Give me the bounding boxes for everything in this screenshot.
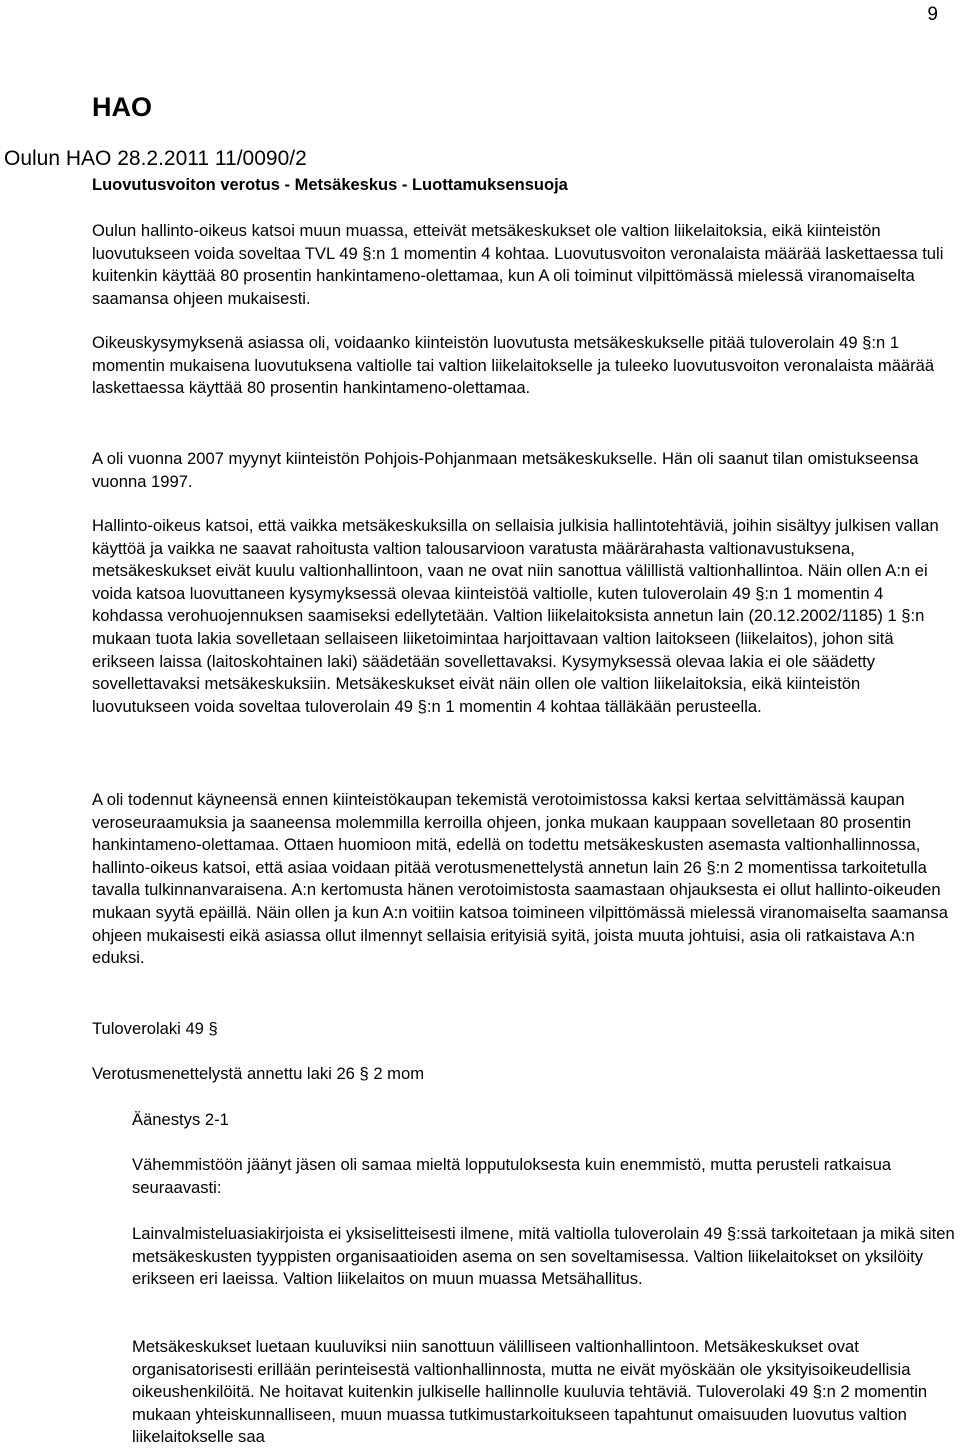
facts-paragraph (92, 448, 958, 493)
legal-question-paragraph (92, 332, 958, 400)
paragraph-text: Metsäkeskukset luetaan kuuluviksi niin sanottuun välilliseen valtionhallintoon. Metsäkeskukset ovat organisatorisesti erillään perinteisestä valtionhallinnosta, mutta ne eivät myöskään ole yksityisoikeudellisia oikeushenkilöitä. Ne hoitavat kuitenkin julkiselle hallinnolle kuuluvia tehtäviä. Tuloverolaki 49 §:n 2 momentin mukaan yhteiskunnalliseen, muun muassa tutkimustarkoitukseen tapahtunut omaisuuden luovutus valtion liikelaitokselle saa (132, 1337, 928, 1447)
minority-paragraph-2 (132, 1336, 958, 1449)
reference-income-tax-act (92, 1018, 958, 1041)
minority-paragraph-1 (132, 1223, 958, 1291)
reasoning-paragraph (92, 515, 958, 718)
section-heading: HAO (92, 92, 152, 122)
paragraph-text: Oulun hallinto-oikeus katsoi muun muassa, etteivät metsäkeskukset ole valtion liikelaitoksia, eikä kiinteistön luovutukseen voida soveltaa TVL 49 §:n 1 momentin 4 kohtaa. Luovutusvoiton veronalaista määrää laskettaessa tuli kuitenkin käyttää 80 prosentin hankintameno-olettamaa, kun A oli toiminut vilpittömässä mielessä viranomaiselta saamansa ohjeen mukaisesti. (92, 221, 944, 308)
page-number: 9 (927, 4, 938, 25)
paragraph-text: Vähemmistöön jäänyt jäsen oli samaa mieltä lopputuloksesta kuin enemmistö, mutta perusteli ratkaisua seuraavasti: (132, 1155, 892, 1197)
paragraph-text: A oli todennut käyneensä ennen kiinteistökaupan tekemistä verotoimistossa kaksi kertaa selvittämässä kaupan veroseuraamuksia ja saaneensa molemmilla kerroilla ohjeen, jonka mukaan kauppaan sovelletaan 80 prosentin hankintameno-olettamaa. Ottaen huomioon mitä, edellä on todettu metsäkeskusten asemasta valtionhallinnossa, hallinto-oikeus katsoi, että asiaa voidaan pitää verotusmenettelystä annetun lain 26 §:n 2 momentissa tarkoitetulla tavalla tulkinnanvaraisena. A:n kertomusta hänen verotoimistosta saamastaan ohjauksesta ei ollut hallinto-oikeuden mukaan syytä epäillä. Näin ollen ja kun A:n voitiin katsoa toimineen vilpittömässä mielessä viranomaiselta saamansa ohjeen mukaisesti eikä asiassa ollut ilmennyt sellaisia erityisiä syitä, joista muuta johtuisi, asia oli ratkaistava A:n eduksi. (92, 790, 948, 968)
paragraph-text: A oli vuonna 2007 myynyt kiinteistön Pohjois-Pohjanmaan metsäkeskukselle. Hän oli saanut tilan omistukseensa vuonna 1997. (92, 449, 919, 491)
minority-intro (132, 1154, 958, 1199)
good-faith-paragraph (92, 789, 958, 970)
vote-text: Äänestys 2-1 (132, 1110, 229, 1129)
summary-paragraph (92, 220, 958, 310)
paragraph-text: Hallinto-oikeus katsoi, että vaikka metsäkeskuksilla on sellaisia julkisia hallintotehtäviä, joihin sisältyy julkisen vallan käyttöä ja vaikka ne saavat rahoitusta valtion talousarvioon varatusta määrärahasta valtionavustuksena, metsäkeskukset eivät kuulu valtionhallintoon, vaan ne ovat niin sanottua välillistä valtionhallintoa. Näin ollen A:n ei voida katsoa luovuttaneen kysymyksessä olevaa kiinteistöä valtiolle, kuten tuloverolain 49 §:n 1 momentin 4 kohdassa verohuojennuksen saamiseksi edellytetään. Valtion liikelaitoksista annetun lain (20.12.2002/1185) 1 §:n mukaan tuota lakia sovelletaan sellaiseen liiketoimintaa harjoittavaan valtion laitokseen (liikelaitos), johon sitä erikseen laissa (laitoskohtainen laki) säädetään sovellettavaksi. Kysymyksessä olevaa lakia ei ole säädetty sovellettavaksi metsäkeskuksiin. Metsäkeskukset eivät näin ollen ole valtion liikelaitoksia, eikä kiinteistön luovutukseen voida soveltaa tuloverolain 49 §:n 1 momentin 4 kohtaa tälläkään perusteella. (92, 516, 939, 716)
reference-text: Tuloverolaki 49 § (92, 1019, 218, 1038)
paragraph-text: Lainvalmisteluasiakirjoista ei yksiselitteisesti ilmene, mitä valtiolla tuloverolain 49 §:ssä tarkoitetaan ja mikä siten metsäkeskusten tyyppisten organisaatioiden asema on sen soveltamisessa. Valtion liikelaitokset on yksilöity erikseen eri laeissa. Valtion liikelaitos on muun muassa Metsähallitus. (132, 1224, 955, 1289)
case-reference: Oulun HAO 28.2.2011 11/0090/2 (4, 147, 307, 170)
reference-text: Verotusmenettelystä annettu laki 26 § 2 mom (92, 1064, 425, 1083)
document-header (92, 88, 954, 126)
reference-assessment-procedure-act (92, 1063, 958, 1086)
case-title: Luovutusvoiton verotus - Metsäkeskus - Luottamuksensuoja (92, 176, 568, 194)
vote-result (132, 1109, 958, 1132)
paragraph-text: Oikeuskysymyksenä asiassa oli, voidaanko kiinteistön luovutusta metsäkeskukselle pitää tuloverolain 49 §:n 1 momentin mukaisena luovutuksena valtiolle tai valtion liikelaitokselle ja tuleeko luovutusvoiton veronalaista määrää laskettaessa käyttää 80 prosentin hankintameno-olettamaa. (92, 333, 935, 398)
